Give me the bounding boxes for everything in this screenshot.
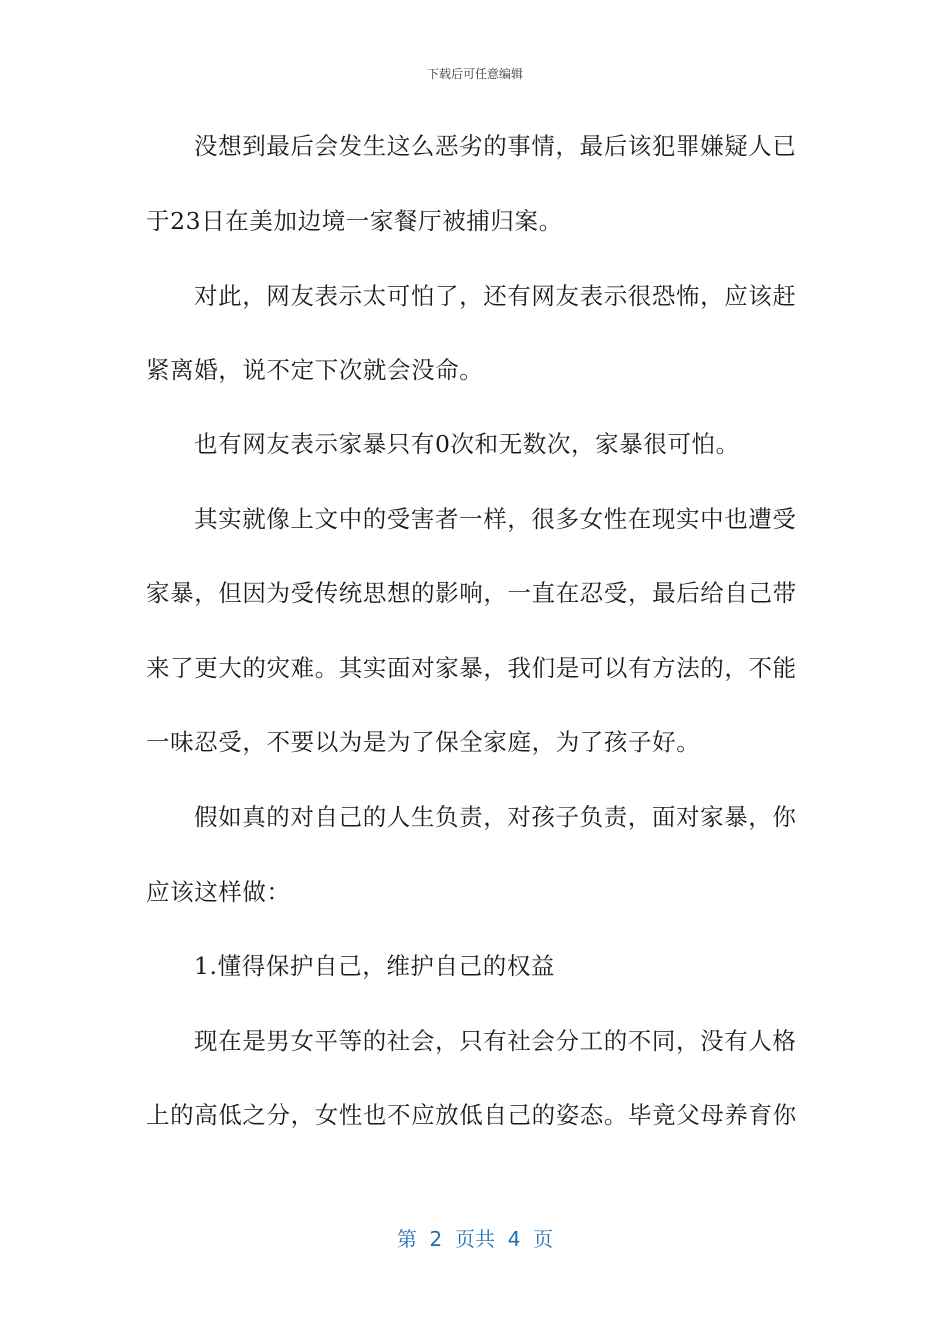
paragraph-line: 假如真的对自己的人生负责，对孩子负责，面对家暴，你 bbox=[194, 803, 797, 831]
paragraph-line: 于23日在美加边境一家餐厅被捕归案。 bbox=[146, 207, 563, 235]
paragraph-line: 其实就像上文中的受害者一样，很多女性在现实中也遭受 bbox=[194, 505, 797, 533]
paragraph-line: 来了更大的灾难。其实面对家暴，我们是可以有方法的，不能 bbox=[146, 654, 797, 682]
section-heading: 1.懂得保护自己，维护自己的权益 bbox=[194, 952, 556, 980]
page-header-note: 下载后可任意编辑 bbox=[426, 67, 523, 81]
page-number-footer: 第 2 页共 4 页 bbox=[396, 1227, 554, 1251]
paragraph-line: 没想到最后会发生这么恶劣的事情，最后该犯罪嫌疑人已 bbox=[194, 132, 797, 160]
paragraph-line: 一味忍受，不要以为是为了保全家庭，为了孩子好。 bbox=[146, 728, 701, 756]
paragraph-line: 也有网友表示家暴只有0次和无数次，家暴很可怕。 bbox=[194, 430, 740, 458]
paragraph-line: 现在是男女平等的社会，只有社会分工的不同，没有人格 bbox=[194, 1027, 797, 1055]
paragraph-line: 家暴，但因为受传统思想的影响，一直在忍受，最后给自己带 bbox=[146, 579, 797, 607]
paragraph-line: 上的高低之分，女性也不应放低自己的姿态。毕竟父母养育你 bbox=[146, 1101, 797, 1129]
paragraph-line: 紧离婚，说不定下次就会没命。 bbox=[146, 356, 484, 384]
paragraph-line: 应该这样做： bbox=[146, 878, 291, 906]
paragraph-line: 对此，网友表示太可怕了，还有网友表示很恐怖，应该赶 bbox=[194, 282, 797, 310]
